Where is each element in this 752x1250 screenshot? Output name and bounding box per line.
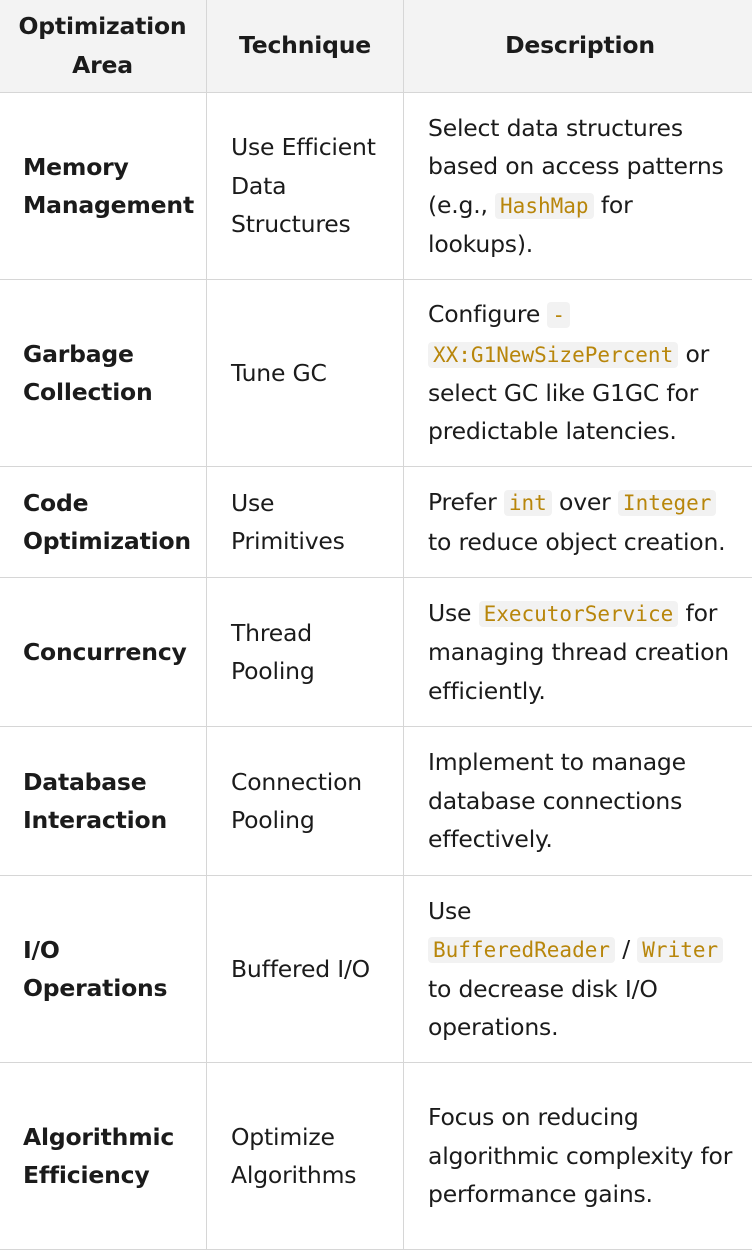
cell-area: Database Interaction — [0, 727, 207, 876]
header-technique: Technique — [207, 0, 404, 93]
cell-description: Prefer int over Integer to reduce object creation. — [404, 467, 752, 578]
cell-area: I/O Operations — [0, 876, 207, 1063]
table-row — [0, 1063, 752, 1250]
cell-technique: Use Efficient Data Structures — [207, 93, 404, 280]
cell-description: Focus on reducing algorithmic complexity for performance gains. — [404, 1063, 752, 1250]
cell-description: Use BufferedReader / Writer to decrease disk I/O operations. — [404, 876, 752, 1063]
table-row — [0, 280, 752, 467]
code-g1newsizepercent: XX:G1NewSizePercent — [428, 342, 678, 368]
cell-technique: Thread Pooling — [207, 578, 404, 727]
cell-technique: Buffered I/O — [207, 876, 404, 1063]
cell-area: Memory Management — [0, 93, 207, 280]
table-row — [0, 467, 752, 578]
code-executorservice: ExecutorService — [479, 601, 679, 627]
header-description: Description — [404, 0, 752, 93]
cell-description: Configure - XX:G1NewSizePercent or select GC like G1GC for predictable latencies. — [404, 280, 752, 467]
code-hashmap: HashMap — [495, 193, 594, 219]
table-row — [0, 727, 752, 876]
cell-description: Select data structures based on access patterns (e.g., HashMap for lookups). — [404, 93, 752, 280]
cell-technique: Optimize Algorithms — [207, 1063, 404, 1250]
cell-area: Concurrency — [0, 578, 207, 727]
header-optimization-area: Optimization Area — [0, 0, 207, 93]
code-integer: Integer — [618, 490, 717, 516]
cell-area: Algorithmic Efficiency — [0, 1063, 207, 1250]
table-row — [0, 93, 752, 280]
cell-area: Code Optimization — [0, 467, 207, 578]
code-int: int — [504, 490, 552, 516]
table-row — [0, 876, 752, 1063]
code-bufferedreader: BufferedReader — [428, 937, 615, 963]
cell-technique: Tune GC — [207, 280, 404, 467]
cell-description: Implement to manage database connections effectively. — [404, 727, 752, 876]
cell-technique: Connection Pooling — [207, 727, 404, 876]
table-row — [0, 578, 752, 727]
code-flag-dash: - — [547, 302, 570, 328]
cell-area: Garbage Collection — [0, 280, 207, 467]
code-writer: Writer — [637, 937, 723, 963]
cell-description: Use ExecutorService for managing thread creation efficiently. — [404, 578, 752, 727]
cell-technique: Use Primitives — [207, 467, 404, 578]
table-header-row — [0, 0, 752, 93]
